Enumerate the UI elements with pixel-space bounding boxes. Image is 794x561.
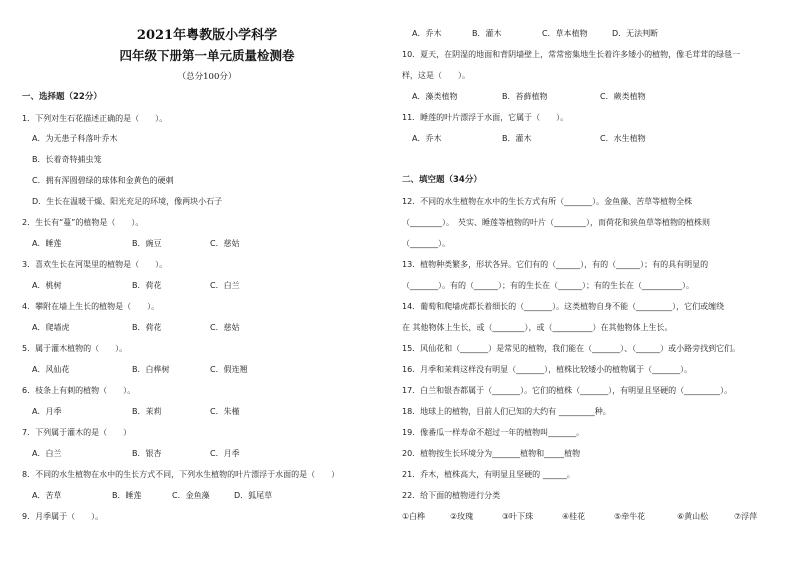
- question-13-line1: 13．植物种类繁多，形状各异。它们有的（______），有的（______）；有的具有明显的: [402, 260, 709, 269]
- q9-option-a: A．乔木: [412, 29, 442, 38]
- q22-plant-7: ⑦浮萍: [734, 512, 758, 521]
- q4-option-a: A．爬墙虎: [32, 323, 70, 332]
- question-15: 15．风仙花和（_______）是常见的植物，我们能在（_______）、（______）或小路旁找到它们。: [402, 344, 741, 353]
- question-12-line1: 12．不同的水生植物在水中的生长方式有所（_______）。金鱼藻、苦草等植物全株: [402, 197, 693, 206]
- question-4: 4．攀附在墙上生长的植物是（ ）。: [22, 302, 160, 311]
- q22-plant-3: ③叶下珠: [502, 512, 534, 521]
- question-14-line1: 14．葡萄和爬墙虎都长着细长的（_______）。这类植物自身不能（_________），它们或缠绕: [402, 302, 725, 311]
- exam-total-score: （总分100分）: [177, 72, 237, 82]
- section-fill-heading: 二、填空题（34分）: [402, 175, 482, 185]
- section-choice-heading: 一、选择题（22分）: [22, 92, 102, 102]
- question-2: 2．生长有“蔓”的植物是（ ）。: [22, 218, 144, 227]
- question-10-line1: 10．夏天，在阴湿的地面和背阴墙壁上，常常密集地生长着许多矮小的植物，像毛茸茸的绿毯一: [402, 50, 741, 59]
- q8-option-b: B．睡莲: [112, 491, 142, 500]
- exam-title-line2: 四年级下册第一单元质量检测卷: [119, 48, 295, 63]
- q3-option-a: A．桃树: [32, 281, 62, 290]
- q5-option-b: B．白桦树: [132, 365, 170, 374]
- q1-option-a: A．为无患子科落叶乔木: [32, 134, 118, 143]
- question-9: 9．月季属于（ ）。: [22, 512, 104, 521]
- question-5: 5．属于灌木植物的（ ）。: [22, 344, 128, 353]
- question-13-line2: （_______）。有的（______）；有的生长在（______）；有的生长在（__________）。: [402, 281, 694, 290]
- q1-option-c: C．拥有浑圆碧绿的球体和金黄色的硬刺: [32, 176, 174, 185]
- question-10-line2: 样，这是（ ）。: [402, 71, 470, 80]
- q8-option-c: C．金鱼藻: [172, 491, 210, 500]
- q22-plant-2: ②玫瑰: [450, 512, 474, 521]
- q7-option-c: C．月季: [210, 449, 240, 458]
- q22-plant-4: ④桂花: [562, 512, 586, 521]
- question-17: 17．白兰和银杏都属于（_______）。它们的植株（_______），有明显且坚硬的（_________）。: [402, 386, 733, 395]
- question-18: 18．地球上的植物，目前人们已知的大约有 _________种。: [402, 407, 611, 416]
- question-16: 16．月季和茉莉这样没有明显（_______），植株比较矮小的植物属于（_______）。: [402, 365, 693, 374]
- q7-option-a: A．白兰: [32, 449, 62, 458]
- question-3: 3．喜欢生长在河渠里的植物是（ ）。: [22, 260, 168, 269]
- q8-option-a: A．苦草: [32, 491, 62, 500]
- question-14-line2: 在 其他物体上生长，或（________），或（__________）在其他物体上生长。: [402, 323, 673, 332]
- q11-option-c: C．水生植物: [600, 134, 646, 143]
- q5-option-a: A．风仙花: [32, 365, 70, 374]
- q22-plant-1: ①白桦: [402, 512, 426, 521]
- q2-option-c: C．慈姑: [210, 239, 240, 248]
- q3-option-b: B．荷花: [132, 281, 162, 290]
- question-7: 7．下列属于灌木的是（ ）: [22, 428, 132, 437]
- q5-option-c: C．假连翘: [210, 365, 248, 374]
- q4-option-b: B．荷花: [132, 323, 162, 332]
- q9-option-d: D．无法判断: [612, 29, 659, 38]
- q11-option-a: A．乔木: [412, 134, 442, 143]
- q11-option-b: B．灌木: [502, 134, 532, 143]
- question-21: 21．乔木，植株高大，有明显且坚硬的 ______。: [402, 470, 575, 479]
- q9-option-c: C．草本植物: [542, 29, 588, 38]
- q10-option-b: B．苔藓植物: [502, 92, 548, 101]
- q4-option-c: C．慈姑: [210, 323, 240, 332]
- q1-option-d: D．生长在温暖干燥、阳光充足的环境，像两块小石子: [32, 197, 223, 206]
- q2-option-b: B．豌豆: [132, 239, 162, 248]
- q6-option-a: A．月季: [32, 407, 62, 416]
- question-1: 1．下列对生石花描述正确的是（ ）。: [22, 114, 168, 123]
- q3-option-c: C．白兰: [210, 281, 240, 290]
- question-12-line2: （________）。 芡实、睡莲等植物的叶片（________），而荷花和狭鱼草等植物的植株则: [402, 218, 710, 227]
- q22-plant-6: ⑥黄山松: [677, 512, 709, 521]
- q6-option-c: C．朱槿: [210, 407, 240, 416]
- q1-option-b: B．长着奇特捕虫笼: [32, 155, 102, 164]
- question-8: 8．不同的水生植物在水中的生长方式不同，下列水生植物的叶片漂浮于水面的是（ ）: [22, 470, 340, 479]
- question-11: 11．睡莲的叶片漂浮于水面，它属于（ ）。: [402, 113, 569, 122]
- q10-option-c: C．蕨类植物: [600, 92, 646, 101]
- exam-title-line1: 2021年粤教版小学科学: [136, 28, 278, 43]
- q10-option-a: A．藻类植物: [412, 92, 458, 101]
- q7-option-b: B．银杏: [132, 449, 162, 458]
- q2-option-a: A．睡莲: [32, 239, 62, 248]
- question-20: 20．植物按生长环境分为_______植物和_____植物: [402, 449, 581, 458]
- question-6: 6．枝条上有刺的植物（ ）。: [22, 386, 136, 395]
- q9-option-b: B．灌木: [472, 29, 502, 38]
- question-19: 19．像番瓜一样寿命不超过一年的植物叫_______。: [402, 428, 585, 437]
- question-22: 22．给下面的植物进行分类: [402, 491, 501, 500]
- question-12-line3: （_______）。: [402, 239, 450, 248]
- q6-option-b: B．茉莉: [132, 407, 162, 416]
- q22-plant-5: ⑤牵牛花: [614, 512, 646, 521]
- q8-option-d: D．狐尾草: [234, 491, 273, 500]
